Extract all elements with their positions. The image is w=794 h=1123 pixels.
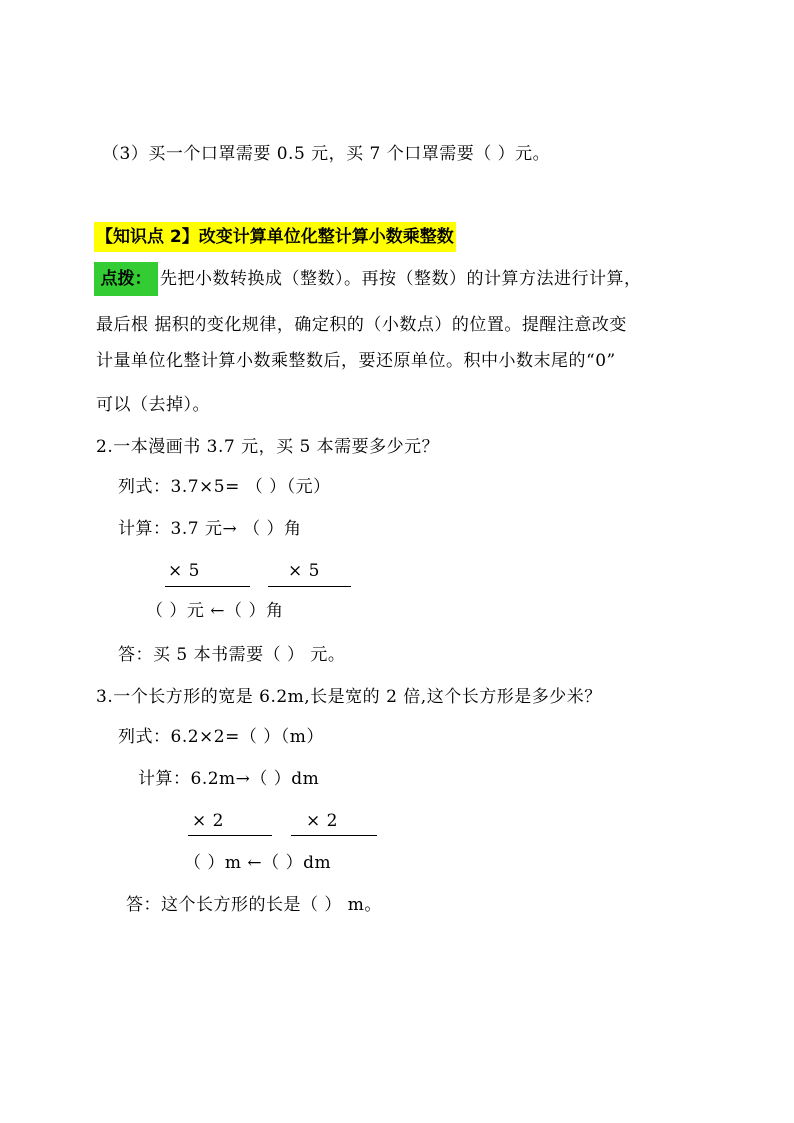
- tip-line-3: 计量单位化整计算小数乘整数后，要还原单位。积中小数末尾的“0”: [96, 351, 616, 371]
- problem-2-calc: 计算：3.7 元→ （ ）角: [118, 519, 302, 539]
- tip-label: 点拨：: [94, 262, 158, 296]
- problem-3-calc: 计算：6.2m→（ ）dm: [138, 769, 320, 789]
- problem-2-mult-left: × 5: [168, 561, 200, 581]
- problem-2-answer: 答：买 5 本书需要（ ） 元。: [118, 645, 346, 665]
- problem-3-answer: 答：这个长方形的长是（ ） m。: [126, 895, 382, 915]
- problem-2-question: 2.一本漫画书 3.7 元，买 5 本需要多少元？: [96, 437, 440, 457]
- problem-2-rule-left: [165, 586, 250, 587]
- tip-line-2: 最后根 据积的变化规律，确定积的（小数点）的位置。提醒注意改变: [96, 315, 627, 335]
- problem-3-result: （ ）m ←（ ）dm: [184, 853, 332, 873]
- problem-3-rule-left: [188, 835, 272, 836]
- tip-line-4: 可以（去掉）。: [96, 395, 210, 415]
- problem-3-rule-right: [291, 835, 377, 836]
- knowledge-point-heading: 【知识点 2】改变计算单位化整计算小数乘整数: [94, 222, 456, 252]
- problem-2-result: （ ）元 ←（ ）角: [146, 601, 284, 621]
- problem-3-mult-right: × 2: [306, 811, 338, 831]
- problem-2-rule-right: [268, 586, 351, 587]
- problem-3-mult-left: × 2: [192, 811, 224, 831]
- problem-2-formula: 列式：3.7×5= （ ）（元）: [118, 477, 331, 497]
- problem-2-mult-right: × 5: [288, 561, 320, 581]
- question-3-line: （3）买一个口罩需要 0.5 元，买 7 个口罩需要（ ）元。: [102, 144, 551, 164]
- problem-3-formula: 列式：6.2×2=（ ）（m）: [118, 727, 324, 747]
- problem-3-question: 3.一个长方形的宽是 6.2m,长是宽的 2 倍,这个长方形是多少米？: [96, 687, 602, 707]
- tip-line-1: 先把小数转换成（整数）。再按（整数）的计算方法进行计算，: [160, 269, 642, 289]
